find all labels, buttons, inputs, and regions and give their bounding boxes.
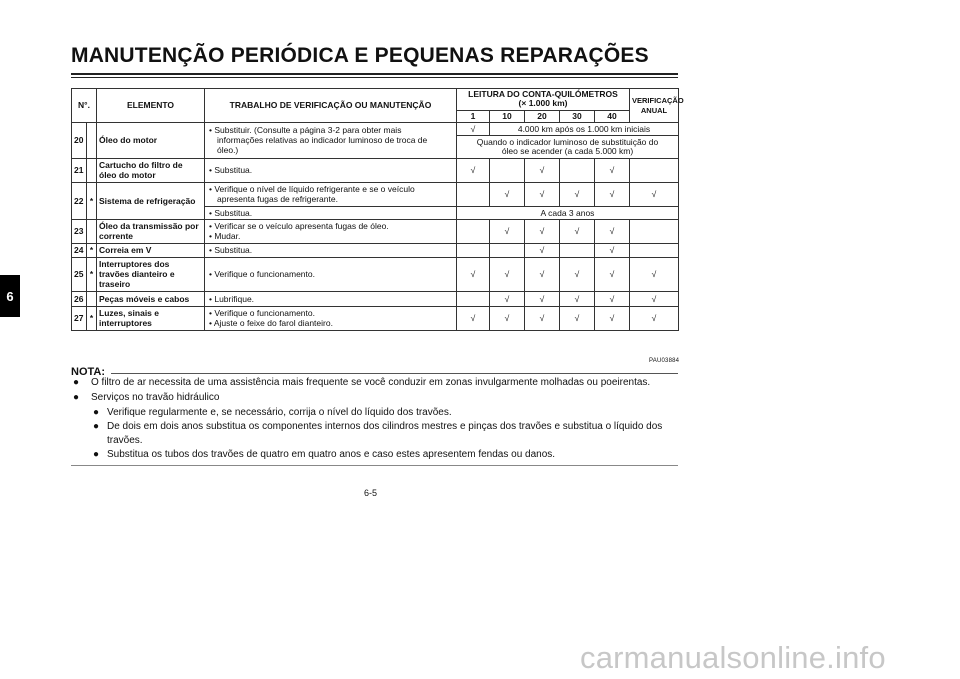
element-line: Cartucho do filtro de	[99, 160, 183, 171]
check-cell: √	[560, 292, 595, 307]
row-task: • Substitua.	[205, 159, 457, 183]
indicator-line: Quando o indicador luminoso de substituição do	[476, 136, 659, 147]
task-line: • Verifique o nível de líquido refrigerante e se o veículo	[209, 184, 415, 195]
title-rule-thin	[71, 77, 678, 78]
maintenance-table	[71, 88, 684, 331]
check-cell: √	[560, 183, 595, 207]
row-element	[97, 258, 205, 292]
row-task: • Lubrifique.	[205, 292, 457, 307]
row-task: • Substitua.	[205, 207, 457, 220]
task-line: óleo.)	[217, 144, 239, 155]
check-cell: √	[457, 258, 490, 292]
nota-rule	[111, 373, 678, 374]
check-cell: √	[630, 292, 679, 307]
check-cell	[457, 292, 490, 307]
check-cell: √	[630, 258, 679, 292]
row-element	[97, 159, 205, 183]
check-cell: √	[525, 244, 560, 258]
km-header: 30	[560, 110, 595, 123]
row-element: Peças móveis e cabos	[97, 292, 205, 307]
task-line: apresenta fugas de refrigerante.	[217, 193, 338, 204]
row-mark	[87, 159, 97, 183]
element-line: Interruptores dos	[99, 259, 170, 270]
col-header-num: N°.	[72, 89, 97, 123]
row-num: 22	[72, 183, 87, 220]
check-cell: √	[490, 258, 525, 292]
row-num: 24	[72, 244, 87, 258]
check-cell: √	[595, 258, 630, 292]
row-task	[205, 123, 457, 159]
check-cell: √	[560, 220, 595, 244]
bullet-icon: ●	[73, 392, 80, 403]
check-cell: √	[560, 307, 595, 331]
row-mark: *	[87, 183, 97, 220]
note-subitem	[71, 406, 683, 420]
row-mark	[87, 220, 97, 244]
element-line: Óleo da transmissão por	[99, 221, 199, 232]
check-cell: √	[525, 220, 560, 244]
row-task: • Substitua.	[205, 244, 457, 258]
bullet-icon: ●	[73, 377, 80, 388]
check-cell	[560, 244, 595, 258]
odometer-unit: (× 1.000 km)	[518, 98, 568, 109]
table-row	[72, 292, 679, 307]
check-cell	[457, 220, 490, 244]
table-row	[72, 183, 679, 207]
check-cell: √	[595, 292, 630, 307]
row-task: • Verifique o funcionamento.	[205, 258, 457, 292]
watermark: carmanualsonline.info	[580, 640, 886, 675]
row-mark	[87, 292, 97, 307]
header-row	[72, 89, 679, 111]
row-num: 25	[72, 258, 87, 292]
row-element: Correia em V	[97, 244, 205, 258]
row-element: Sistema de refrigeração	[97, 183, 205, 220]
bottom-rule	[71, 465, 678, 466]
note-text: Substitua os tubos dos travões de quatro em quatro anos e caso estes apresentem fendas ou danos.	[107, 449, 556, 460]
element-line: interruptores	[99, 317, 152, 328]
row-num: 27	[72, 307, 87, 331]
check-cell: √	[525, 159, 560, 183]
annual-line1: VERIFICAÇÃO	[632, 95, 684, 105]
note-subitem	[71, 448, 683, 462]
notes-list	[71, 376, 683, 462]
table-row	[72, 244, 679, 258]
element-line: traseiro	[99, 278, 131, 289]
col-header-annual	[630, 89, 684, 123]
check-cell: √	[490, 183, 525, 207]
element-line: travões dianteiro e	[99, 269, 175, 280]
row-mark: *	[87, 244, 97, 258]
interval-cell: A cada 3 anos	[457, 207, 679, 220]
row-num: 26	[72, 292, 87, 307]
row-element: Óleo do motor	[97, 123, 205, 159]
check-cell: √	[490, 307, 525, 331]
task-line: • Substituir. (Consulte a página 3-2 para obter mais	[209, 125, 402, 136]
check-cell: √	[525, 183, 560, 207]
table-row	[72, 258, 679, 292]
col-header-work: TRABALHO DE VERIFICAÇÃO OU MANUTENÇÃO	[205, 89, 457, 123]
row-task	[205, 220, 457, 244]
check-cell: √	[490, 220, 525, 244]
row-mark	[87, 123, 97, 159]
check-cell	[560, 159, 595, 183]
interval-cell: 4.000 km após os 1.000 km iniciais	[490, 123, 679, 136]
nota-label: NOTA:	[71, 366, 106, 378]
note-item	[71, 376, 683, 390]
task-line: informações relativas ao indicador luminoso de troca de	[217, 135, 428, 146]
annual-line2: ANUAL	[640, 105, 668, 115]
check-cell: √	[490, 292, 525, 307]
check-cell: √	[560, 258, 595, 292]
indicator-cell	[457, 136, 679, 159]
note-text: De dois em dois anos substitua os componentes internos dos cilindros mestres e pinças dos travões e substitua o líquido dos travões.	[107, 421, 663, 446]
table-row	[72, 307, 679, 331]
km-header: 40	[595, 110, 630, 123]
check-cell: √	[630, 183, 679, 207]
km-header: 10	[490, 110, 525, 123]
note-subitem	[71, 420, 683, 448]
row-mark: *	[87, 307, 97, 331]
note-text: O filtro de ar necessita de uma assistência mais frequente se você conduzir em zonas invulgarmente molhadas ou poeirentas.	[91, 377, 651, 388]
row-element	[97, 220, 205, 244]
odometer-title: LEITURA DO CONTA-QUILÓMETROS	[468, 89, 618, 99]
table-row	[72, 123, 679, 136]
note-item	[71, 391, 683, 405]
table-row	[72, 220, 679, 244]
check-cell	[630, 220, 679, 244]
check-cell: √	[525, 258, 560, 292]
row-num: 20	[72, 123, 87, 159]
bullet-icon: ●	[93, 421, 100, 432]
check-cell: √	[595, 220, 630, 244]
check-cell: √	[525, 292, 560, 307]
note-text: Serviços no travão hidráulico	[91, 392, 220, 403]
element-line: óleo do motor	[99, 169, 156, 180]
page-title: MANUTENÇÃO PERIÓDICA E PEQUENAS REPARAÇÕES	[71, 44, 649, 67]
row-mark: *	[87, 258, 97, 292]
km-header: 1	[457, 110, 490, 123]
check-cell: √	[525, 307, 560, 331]
check-cell: √	[595, 159, 630, 183]
indicator-line: óleo se acender (a cada 5.000 km)	[501, 146, 634, 157]
row-task	[205, 183, 457, 207]
note-text: Verifique regularmente e, se necessário, corrija o nível do líquido dos travões.	[107, 407, 452, 418]
row-element	[97, 307, 205, 331]
check-cell	[630, 244, 679, 258]
task-line: • Mudar.	[209, 230, 241, 241]
row-num: 21	[72, 159, 87, 183]
row-task	[205, 307, 457, 331]
check-cell: √	[595, 307, 630, 331]
check-cell: √	[457, 307, 490, 331]
check-cell	[490, 244, 525, 258]
bullet-icon: ●	[93, 407, 100, 418]
col-header-odometer	[457, 89, 630, 111]
page-number: 6-5	[364, 488, 378, 498]
check-cell: √	[595, 244, 630, 258]
task-line: • Verifique o funcionamento.	[209, 308, 315, 319]
bullet-icon: ●	[93, 449, 100, 460]
check-cell	[630, 159, 679, 183]
check-cell: √	[457, 159, 490, 183]
check-cell	[457, 183, 490, 207]
check-cell: √	[630, 307, 679, 331]
task-line: • Verificar se o veículo apresenta fugas de óleo.	[209, 221, 389, 232]
col-header-element: ELEMENTO	[97, 89, 205, 123]
page-code: PAU03884	[649, 358, 680, 364]
km-header: 20	[525, 110, 560, 123]
element-line: Luzes, sinais e	[99, 308, 159, 319]
check-cell: √	[595, 183, 630, 207]
check-cell	[490, 159, 525, 183]
chapter-tab: 6	[0, 275, 20, 317]
task-line: • Ajuste o feixe do farol dianteiro.	[209, 317, 333, 328]
check-cell	[457, 244, 490, 258]
row-num: 23	[72, 220, 87, 244]
table-row	[72, 159, 679, 183]
title-rule	[71, 73, 678, 75]
element-line: corrente	[99, 230, 134, 241]
check-cell: √	[457, 123, 490, 136]
